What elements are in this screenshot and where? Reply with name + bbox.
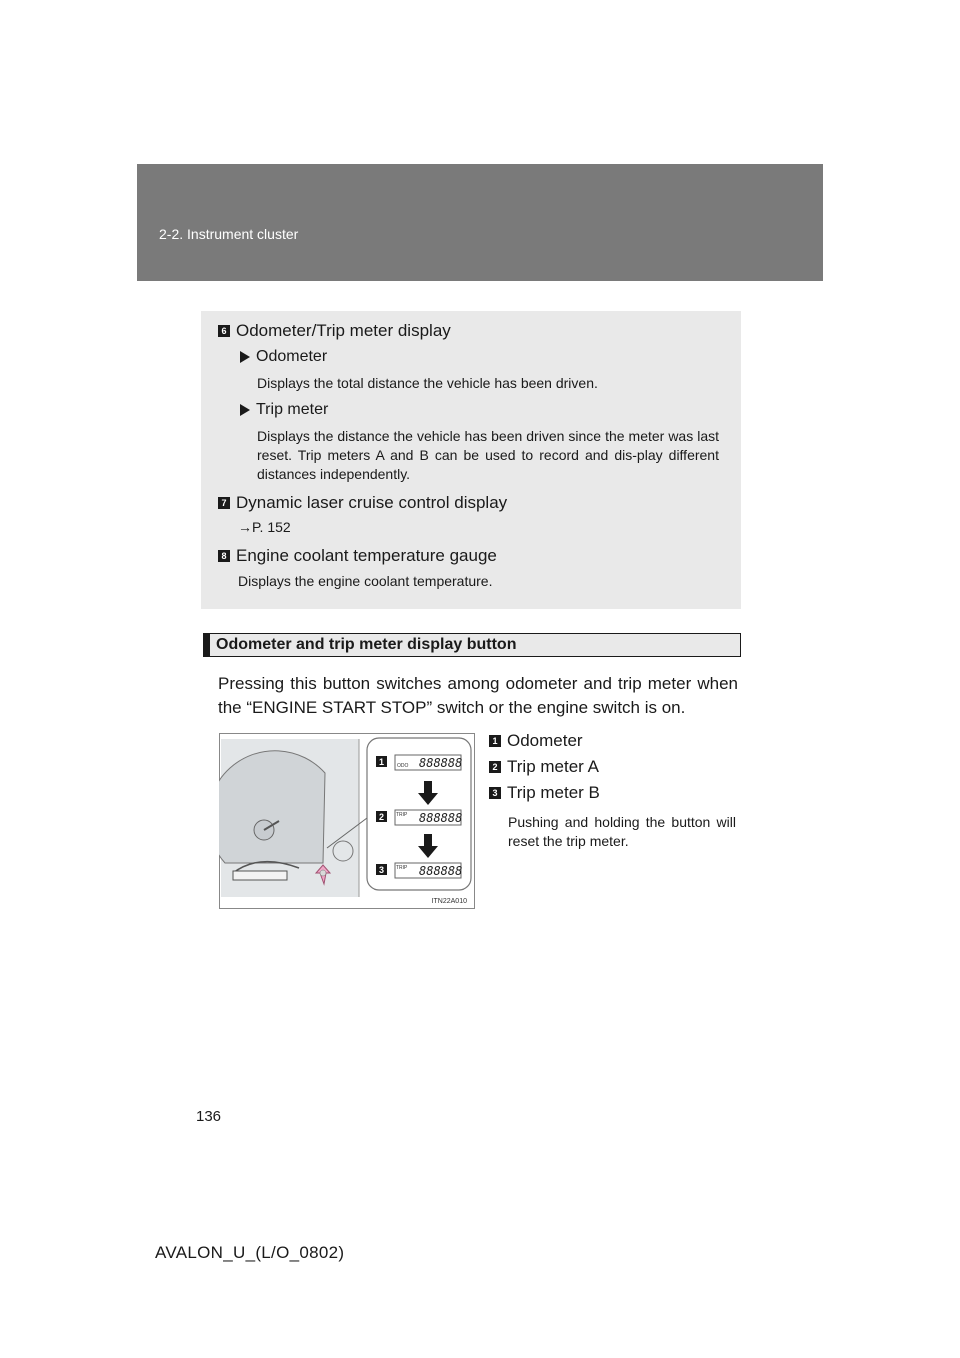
legend-item-3 bbox=[489, 783, 600, 803]
odometer-subheading bbox=[240, 348, 327, 366]
callout-badge-1: 1 bbox=[378, 757, 385, 767]
legend-item-2 bbox=[489, 757, 599, 777]
odometer-subtitle: Odometer bbox=[256, 348, 328, 365]
trip-b-digits: 888888 bbox=[419, 864, 463, 878]
section-title: 2-2. Instrument cluster bbox=[159, 226, 299, 242]
section-paragraph: Pressing this button switches among odometer and trip meter when the “ENGINE START STOP” switch or the engine switch is on. bbox=[218, 674, 738, 717]
document-code: AVALON_U_(L/O_0802) bbox=[155, 1243, 345, 1262]
reset-note: Pushing and holding the button will reset the trip meter. bbox=[508, 814, 736, 849]
trip-meter-subheading bbox=[240, 401, 328, 419]
trip-meter-description: Displays the distance the vehicle has been driven since the meter was last reset. Trip meters A and B can be used to record and dis-play different distances independently. bbox=[257, 428, 719, 482]
badge-3-icon: 3 bbox=[489, 787, 501, 799]
item-8-heading bbox=[218, 546, 497, 566]
item-7-heading bbox=[218, 493, 507, 513]
badge-7-icon: 7 bbox=[218, 497, 230, 509]
instrument-cluster-illustration bbox=[219, 733, 475, 909]
legend-item-1 bbox=[489, 731, 583, 751]
page-reference-link[interactable]: →P. 152 bbox=[238, 519, 291, 535]
item-7-title: Dynamic laser cruise control display bbox=[236, 493, 508, 512]
item-8-title: Engine coolant temperature gauge bbox=[236, 546, 497, 565]
odo-digits: 888888 bbox=[419, 756, 463, 770]
legend-label-1: Odometer bbox=[507, 731, 583, 750]
triangle-bullet-icon bbox=[240, 351, 250, 363]
odo-label: ODO bbox=[397, 763, 409, 769]
odometer-description: Displays the total distance the vehicle has been driven. bbox=[257, 375, 598, 391]
triangle-bullet-icon bbox=[240, 404, 250, 416]
badge-8-icon: 8 bbox=[218, 550, 230, 562]
coolant-description: Displays the engine coolant temperature. bbox=[238, 573, 493, 589]
trip-a-label: TRIP bbox=[396, 812, 408, 818]
trip-meter-subtitle: Trip meter bbox=[256, 401, 329, 418]
trip-a-digits: 888888 bbox=[419, 811, 463, 825]
callout-badge-3: 3 bbox=[378, 865, 385, 875]
item-6-title: Odometer/Trip meter display bbox=[236, 321, 451, 340]
header-band bbox=[137, 164, 823, 281]
illustration-code: ITN22A010 bbox=[431, 898, 467, 905]
legend-label-3: Trip meter B bbox=[507, 783, 600, 802]
legend-label-2: Trip meter A bbox=[507, 757, 599, 776]
section-heading-bar bbox=[203, 633, 741, 657]
item-6-heading bbox=[218, 321, 451, 341]
badge-2-icon: 2 bbox=[489, 761, 501, 773]
trip-b-label: TRIP bbox=[396, 865, 408, 871]
page-number: 136 bbox=[196, 1108, 222, 1125]
callout-badge-2: 2 bbox=[378, 812, 385, 822]
heading-marker bbox=[204, 634, 210, 656]
section-heading: Odometer and trip meter display button bbox=[216, 636, 517, 653]
badge-6-icon: 6 bbox=[218, 325, 230, 337]
badge-1-icon: 1 bbox=[489, 735, 501, 747]
